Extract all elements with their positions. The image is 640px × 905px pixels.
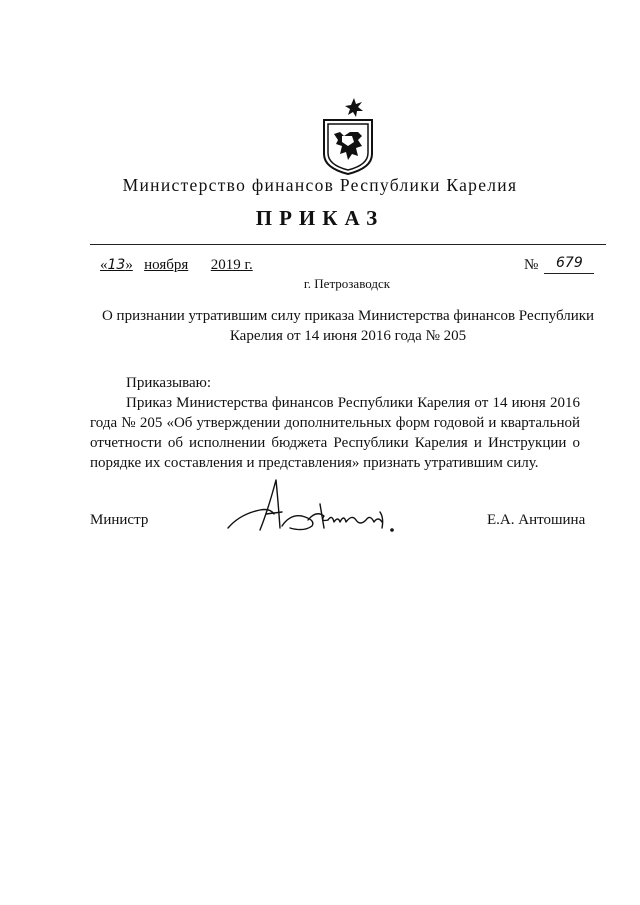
date-close-quote: » (125, 257, 133, 273)
document-date (100, 257, 253, 274)
document-number-underline (544, 273, 594, 274)
order-label: Приказываю: (126, 375, 211, 391)
date-open-quote: « (100, 257, 108, 273)
signature-icon (220, 470, 440, 540)
signatory-name: Е.А. Антошина (487, 512, 586, 528)
ministry-name: Министерство финансов Республики Карелия (122, 175, 518, 195)
signatory-title: Министр (90, 512, 149, 528)
document-city: г. Петрозаводск (303, 276, 391, 291)
document-number: 679 (556, 255, 583, 271)
header-divider (90, 244, 606, 245)
date-day: 13 (107, 257, 126, 273)
document-number-label: № (524, 257, 539, 273)
date-month: ноября (144, 257, 189, 273)
order-text: Приказ Министерства финансов Республики Карелия от 14 июня 2016 года № 205 «Об утверждении дополнительных форм годовой и квартальной отчетности об исполнении бюджета Республики Карелия и Инструкции о порядке их составления и представления» признать утратившим силу. (90, 395, 580, 471)
coat-of-arms-icon (318, 96, 378, 176)
document-title: ПРИКАЗ (255, 206, 385, 230)
document-subject: О признании утратившим силу приказа Министерства финансов Республики Карелия от 14 июня 2016 года № 205 (101, 308, 595, 344)
date-year: 2019 г. (210, 257, 253, 273)
